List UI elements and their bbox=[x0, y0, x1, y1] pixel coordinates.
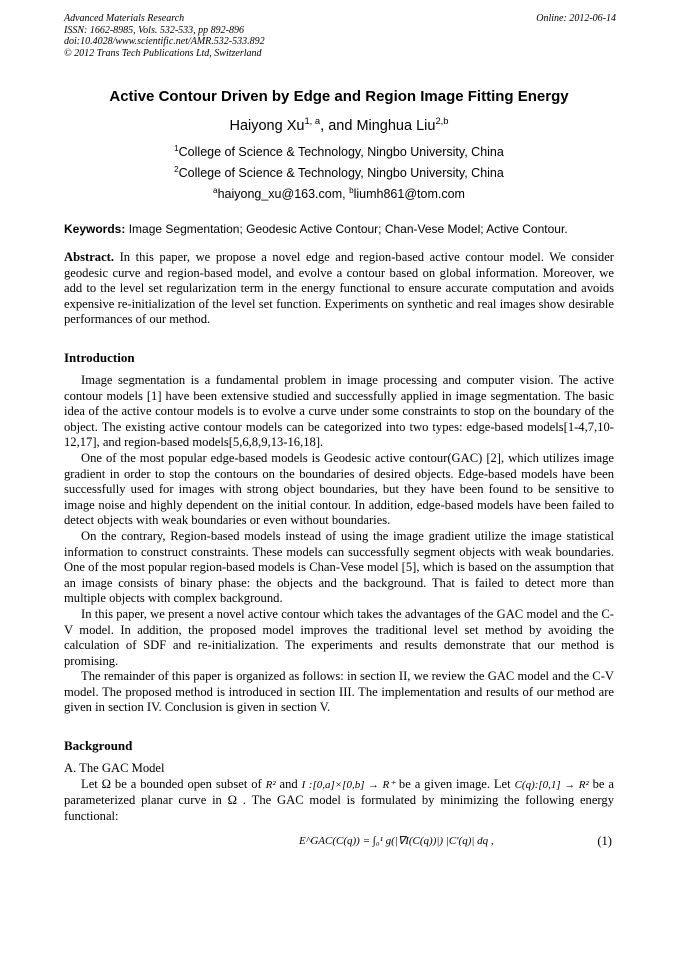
intro-paragraph-5: The remainder of this paper is organized as follows: in section II, we review the GAC model and the C-V model. The proposed method is introduced in section III. The implementation and results of our method are given in section IV. Conclusion is given in section V. bbox=[64, 669, 614, 715]
gac-energy-formula: E^GAC(C(q)) = ∫₀¹ g(|∇I(C(q))|) |C′(q)| dq , bbox=[299, 835, 494, 847]
gac-text-curve: be a parameterized planar curve in Ω . The GAC model is formulated by minimizing the following energy functional: bbox=[64, 776, 614, 823]
background-body bbox=[64, 761, 614, 824]
paper-title: Active Contour Driven by Edge and Region Image Fitting Energy bbox=[109, 88, 569, 105]
gac-paragraph bbox=[64, 777, 614, 825]
author-1-sup: 1, a bbox=[304, 115, 321, 127]
equation-number: (1) bbox=[597, 834, 612, 848]
keywords bbox=[64, 222, 616, 236]
math-r2: R² bbox=[265, 778, 276, 791]
email-b: liumh861@tom.com bbox=[353, 187, 465, 201]
affiliation-2-text: College of Science & Technology, Ningbo University, China bbox=[178, 166, 504, 180]
email-a: haiyong_xu@163.com, bbox=[217, 187, 350, 201]
author-2-sup: 2,b bbox=[435, 115, 449, 127]
author-2: Minghua Liu bbox=[356, 118, 436, 134]
intro-paragraph-1: Image segmentation is a fundamental problem in image processing and computer vision. The active contour models [1] have been extensive studied and successfully applied in image segmentation. The basic idea of the active contour models is to evolve a curve under some constraints to stop on the boundary of the object. The existing active contour models can be categorized into two types: edge-based models[1-4,7,10-12,17], and region-based models[5,6,8,9,13-16,18]. bbox=[64, 373, 614, 450]
journal-header bbox=[64, 13, 616, 59]
background-heading: Background bbox=[64, 738, 133, 753]
online-date: Online: 2012-06-14 bbox=[536, 13, 616, 24]
affiliation-1-sup: 1 bbox=[174, 143, 179, 153]
doi-line: doi:10.4028/www.scientific.net/AMR.532-533.892 bbox=[64, 36, 265, 47]
email-line bbox=[0, 187, 678, 201]
affiliation-2-sup: 2 bbox=[174, 164, 179, 174]
keywords-label: Keywords: bbox=[64, 222, 126, 236]
journal-name: Advanced Materials Research bbox=[64, 13, 185, 24]
issn-line: ISSN: 1662-8985, Vols. 532-533, pp 892-896 bbox=[64, 24, 244, 36]
math-curve-def: C(q):[0,1] → R² bbox=[514, 778, 589, 791]
intro-paragraph-4: In this paper, we present a novel active contour which takes the advantages of the GAC model and the C-V model. In addition, the proposed model improves the traditional level set method by avoiding the calculation of SDF and re-initialization. The experiments and results demonstrate that our method is promising. bbox=[64, 606, 614, 668]
abstract-paragraph bbox=[64, 250, 614, 328]
keywords-text: Image Segmentation; Geodesic Active Contour; Chan-Vese Model; Active Contour. bbox=[128, 222, 568, 236]
introduction-heading: Introduction bbox=[64, 350, 135, 365]
math-image-def: I :[0,a]×[0,b] → R⁺ bbox=[301, 778, 396, 791]
introduction-body bbox=[64, 373, 614, 716]
abstract-label: Abstract. bbox=[64, 250, 115, 264]
author-line bbox=[0, 115, 678, 134]
email-a-sup: a bbox=[213, 185, 218, 195]
affiliation-1-text: College of Science & Technology, Ningbo University, China bbox=[178, 145, 504, 159]
gac-text-start: Let Ω be a bounded open subset of bbox=[81, 776, 266, 791]
gac-subheading: A. The GAC Model bbox=[64, 761, 165, 775]
author-separator: , and bbox=[320, 118, 357, 134]
gac-text-image: be a given image. Let bbox=[395, 776, 511, 791]
gac-text-and: and bbox=[275, 776, 302, 791]
intro-paragraph-2: One of the most popular edge-based models is Geodesic active contour(GAC) [2], which utilizes image gradient in order to stop the contours on the boundaries of desired objects. Edge-based models have been successfully used for images with strong object boundaries, but they have been found to be sensitive to image noise and highly dependent on the initial contour. In addition, edge-based models have been failed to detect objects with weak boundaries or even without boundaries. bbox=[64, 450, 614, 528]
equation-1 bbox=[64, 834, 614, 856]
copyright-line: © 2012 Trans Tech Publications Ltd, Switzerland bbox=[64, 47, 262, 59]
abstract bbox=[64, 250, 614, 328]
abstract-text: In this paper, we propose a novel edge and region-based active contour model. We consider geodesic curve and region-based model, and evolve a contour based on global information. Moreover, we add to the level set regularization term in the energy functional to ensure accurate computation and avoids expensive re-initialization of the level set function. Experiments on synthetic and real images show desirable performances of our method. bbox=[64, 250, 614, 327]
author-1: Haiyong Xu bbox=[229, 118, 305, 134]
affiliation-2 bbox=[0, 166, 678, 180]
affiliation-1 bbox=[0, 145, 678, 159]
email-b-sup: b bbox=[349, 185, 354, 195]
intro-paragraph-3: On the contrary, Region-based models instead of using the image gradient utilize the image statistical information to construct constraints. These models can successfully segment objects with weak boundaries. One of the most popular region-based models is Chan-Vese model [5], which is based on the assumption that an image consists of binary phase: the objects and the background. That is failed to detect more than multiple objects with complex background. bbox=[64, 528, 614, 606]
